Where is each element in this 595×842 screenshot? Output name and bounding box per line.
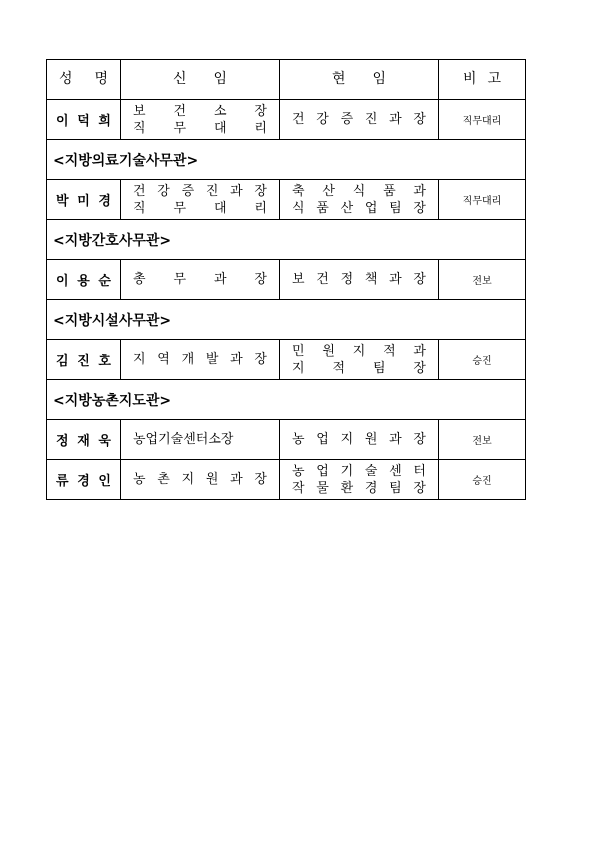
person-name: 이 덕 희 xyxy=(47,100,121,140)
section-title: <지방의료기술사무관> xyxy=(47,140,526,180)
section-row xyxy=(47,300,526,340)
current-line: 민 원 지 적 과 xyxy=(292,343,426,359)
previous-line: 지 역 개 발 과 장 xyxy=(133,352,267,367)
note-cell: 승진 xyxy=(439,460,526,500)
previous-position xyxy=(121,180,280,220)
previous-position xyxy=(121,420,280,460)
current-position xyxy=(280,420,439,460)
previous-line: 직 무 대 리 xyxy=(133,200,267,216)
table-row xyxy=(47,100,526,140)
table-row xyxy=(47,420,526,460)
person-name: 김 진 호 xyxy=(47,340,121,380)
current-line: 축 산 식 품 과 xyxy=(292,183,426,199)
note-cell: 승진 xyxy=(439,340,526,380)
previous-line: 직 무 대 리 xyxy=(133,120,267,136)
previous-position xyxy=(121,460,280,500)
personnel-table xyxy=(46,59,526,500)
previous-line: 농 촌 지 원 과 장 xyxy=(133,472,267,487)
table-row xyxy=(47,180,526,220)
header-row xyxy=(47,60,526,100)
previous-position xyxy=(121,340,280,380)
previous-line: 건 강 증 진 과 장 xyxy=(133,183,267,199)
current-line: 보 건 정 책 과 장 xyxy=(292,272,426,287)
note-cell: 전보 xyxy=(439,260,526,300)
section-title: <지방농촌지도관> xyxy=(47,380,526,420)
header-current: 현 임 xyxy=(280,60,439,100)
current-line: 건 강 증 진 과 장 xyxy=(292,112,426,127)
header-previous: 신 임 xyxy=(121,60,280,100)
header-name: 성 명 xyxy=(47,60,121,100)
note-cell: 직무대리 xyxy=(439,100,526,140)
table-row xyxy=(47,340,526,380)
previous-line: 농업기술센터소장 xyxy=(133,432,234,447)
person-name: 박 미 경 xyxy=(47,180,121,220)
current-line: 작 물 환 경 팀 장 xyxy=(292,480,426,496)
header-note: 비 고 xyxy=(439,60,526,100)
person-name: 정 재 욱 xyxy=(47,420,121,460)
section-row xyxy=(47,380,526,420)
current-line: 식 품 산 업 팀 장 xyxy=(292,200,426,216)
person-name: 이 용 순 xyxy=(47,260,121,300)
previous-position xyxy=(121,100,280,140)
section-row xyxy=(47,220,526,260)
note-cell: 전보 xyxy=(439,420,526,460)
previous-position xyxy=(121,260,280,300)
previous-line: 총 무 과 장 xyxy=(133,272,267,287)
previous-line: 보 건 소 장 xyxy=(133,103,267,119)
section-row xyxy=(47,140,526,180)
current-line: 농 업 기 술 센 터 xyxy=(292,463,426,479)
current-line: 지 적 팀 장 xyxy=(292,360,426,376)
table-row xyxy=(47,260,526,300)
current-position xyxy=(280,180,439,220)
current-position xyxy=(280,340,439,380)
current-position xyxy=(280,260,439,300)
section-title: <지방시설사무관> xyxy=(47,300,526,340)
current-line: 농 업 지 원 과 장 xyxy=(292,432,426,447)
section-title: <지방간호사무관> xyxy=(47,220,526,260)
current-position xyxy=(280,460,439,500)
current-position xyxy=(280,100,439,140)
person-name: 류 경 인 xyxy=(47,460,121,500)
table-row xyxy=(47,460,526,500)
note-cell: 직무대리 xyxy=(439,180,526,220)
